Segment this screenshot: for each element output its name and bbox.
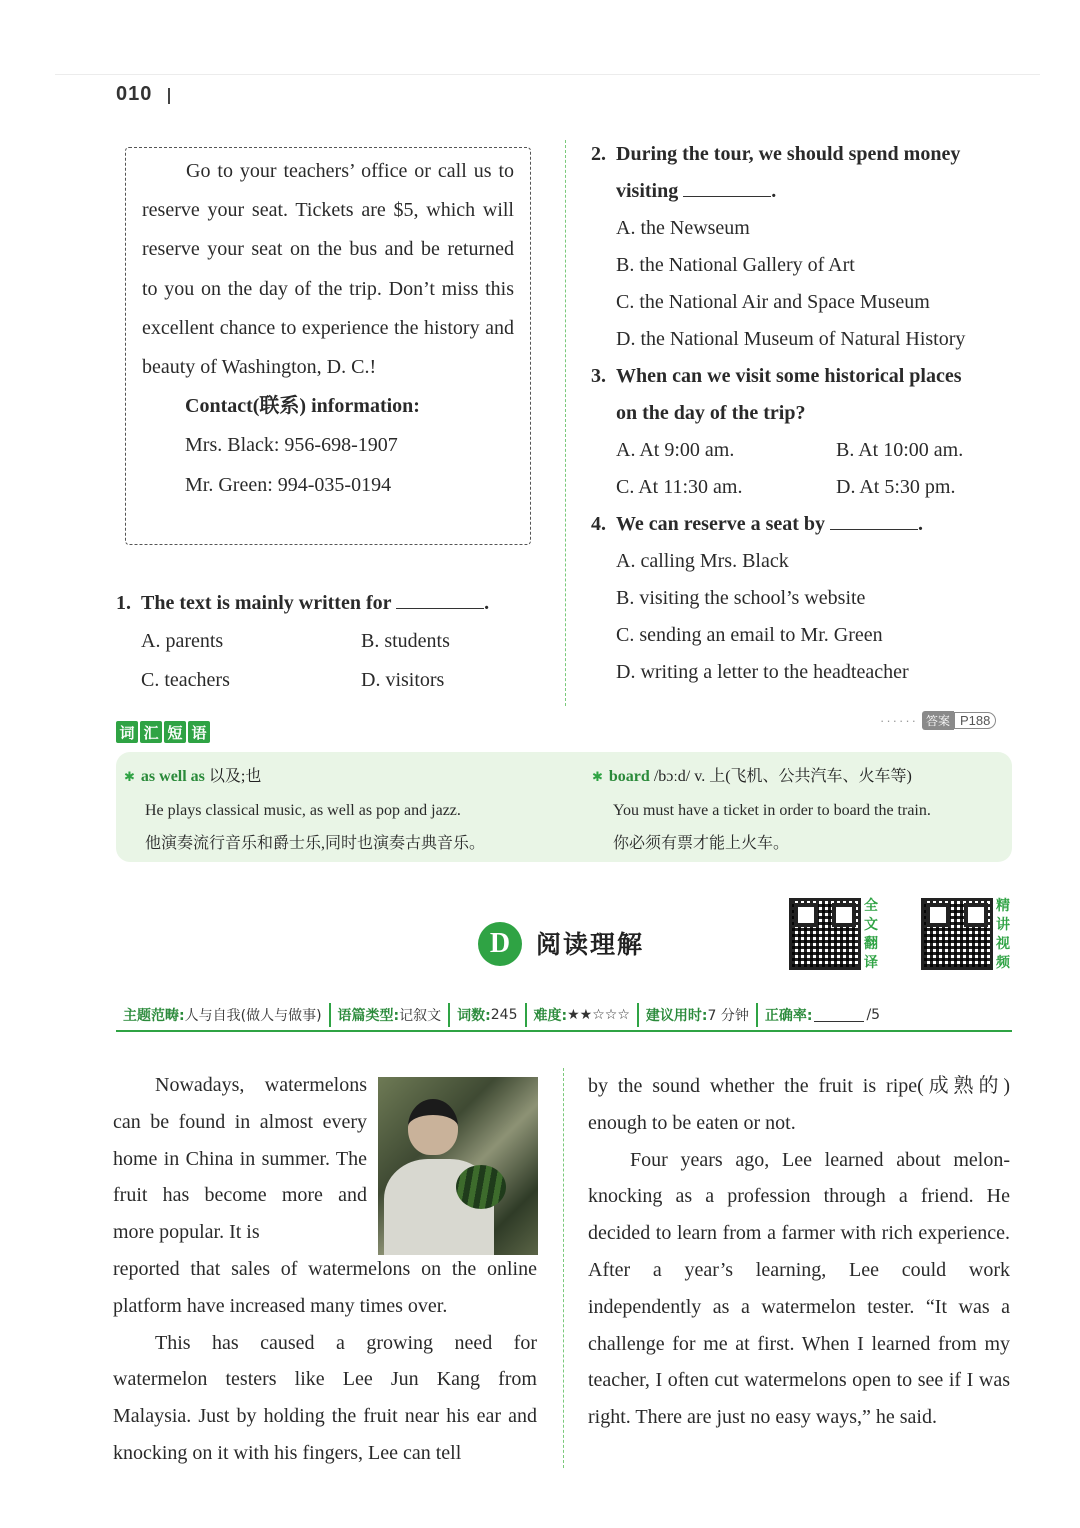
question-stem: 4. We can reserve a seat by . xyxy=(591,513,924,535)
qr-label-video: 精 讲 视 频 xyxy=(996,898,1010,971)
option-c[interactable]: C. sending an email to Mr. Green xyxy=(616,624,883,646)
header-divider xyxy=(168,88,170,104)
answer-reference[interactable] xyxy=(880,711,996,730)
option-b[interactable]: B. the National Gallery of Art xyxy=(616,254,855,276)
passage-p2-cont: by the sound whether the fruit is ripe(成熟的) enough to be eaten or not. xyxy=(588,1075,1010,1134)
meta-difficulty: 难度: ★★☆☆☆ xyxy=(527,1003,639,1027)
question-stem: 1. The text is mainly written for . xyxy=(116,592,490,614)
answer-blank[interactable] xyxy=(683,179,771,197)
passage-col-right xyxy=(588,1068,1010,1436)
contact-block xyxy=(142,387,514,505)
meta-accuracy: 正确率: /5 xyxy=(764,1007,881,1024)
contact-title: Contact(联系) information: xyxy=(185,395,420,418)
meta-word-count: 词数: 245 xyxy=(450,1003,526,1027)
passage-p3: Four years ago, Lee learned about melon-knocking as a profession through a friend. He decided to learn from a farmer with rich experience. After a year’s learning, Lee could work independently as a watermelon tester. “It was a challenge for me at first. When I learned from my teacher, I often cut watermelons open to see if I was right. There are just no easy ways,” he said. xyxy=(588,1148,1010,1429)
section-d-badge: D xyxy=(478,922,522,966)
option-d[interactable]: D. visitors xyxy=(361,669,445,691)
vocab-term: as well as xyxy=(140,768,205,785)
question-stem-cont: visiting . xyxy=(616,180,777,202)
header-rule xyxy=(55,74,1040,75)
vocab-section-tag: 词 汇 短 语 xyxy=(116,721,210,743)
contact-mr-green: Mr. Green: 994-035-0194 xyxy=(185,473,392,496)
vocab-meaning: 以及;也 xyxy=(208,768,262,785)
qr-label-translation: 全 文 翻 译 xyxy=(864,898,878,971)
example-zh: 你必须有票才能上火车。 xyxy=(613,835,790,852)
answer-blank[interactable] xyxy=(396,591,484,609)
option-d[interactable]: D. the National Museum of Natural History xyxy=(616,328,966,350)
vocab-meaning: /bɔːd/ v. 上(飞机、公共汽车、火车等) xyxy=(653,768,912,785)
option-d[interactable]: D. At 5:30 pm. xyxy=(836,476,956,498)
page-number: 010 xyxy=(116,83,153,105)
option-a[interactable]: A. At 9:00 am. xyxy=(616,439,735,461)
passage-p1-rest: reported that sales of watermelons on the online platform have increased many times over. xyxy=(113,1258,537,1317)
example-en: He plays classical music, as well as pop and jazz. xyxy=(145,802,461,819)
option-a[interactable]: A. parents xyxy=(141,630,224,652)
question-3 xyxy=(591,358,1016,506)
passage-col-left xyxy=(113,1251,537,1472)
leader-dots: ······ xyxy=(880,713,918,728)
answer-page: P188 xyxy=(954,712,996,729)
vocab-entry-as-well-as xyxy=(124,760,564,860)
meta-genre: 语篇类型: 记叙文 xyxy=(331,1003,451,1027)
option-b[interactable]: B. visiting the school’s website xyxy=(616,587,866,609)
notice-text xyxy=(142,152,514,505)
passage-meta-bar xyxy=(116,1000,1012,1032)
meta-suggested-time: 建议用时: 7 分钟 xyxy=(639,1003,758,1027)
bullet-icon: ✱ xyxy=(592,770,603,785)
answer-label: 答案 xyxy=(922,711,954,730)
contact-mrs-black: Mrs. Black: 956-698-1907 xyxy=(185,434,398,457)
example-en: You must have a ticket in order to board the train. xyxy=(613,802,931,819)
column-divider xyxy=(563,1068,564,1468)
option-a[interactable]: A. the Newseum xyxy=(616,217,750,239)
bullet-icon: ✱ xyxy=(124,770,135,785)
passage-p2: This has caused a growing need for watermelon testers like Lee Jun Kang from Malaysia. Just by holding the fruit near his ear and knocking on it with his fingers, Lee can tell xyxy=(113,1331,537,1464)
qr-code-video[interactable] xyxy=(921,898,993,970)
option-c[interactable]: C. teachers xyxy=(141,669,230,691)
question-stem: 3. When can we visit some historical places xyxy=(591,365,962,387)
option-a[interactable]: A. calling Mrs. Black xyxy=(616,550,789,572)
option-b[interactable]: B. students xyxy=(361,630,450,652)
answer-blank[interactable] xyxy=(830,512,918,530)
question-stem: 2. During the tour, we should spend money xyxy=(591,143,961,165)
example-zh: 他演奏流行音乐和爵士乐,同时也演奏古典音乐。 xyxy=(145,835,486,852)
qr-code-translation[interactable] xyxy=(789,898,861,970)
passage-p1-left: Nowadays, watermelons can be found in almost every home in China in summer. The fruit has become more and more popular. It is xyxy=(113,1074,367,1244)
option-b[interactable]: B. At 10:00 am. xyxy=(836,439,964,461)
question-2 xyxy=(591,136,1016,358)
notice-paragraph: Go to your teachers’ office or call us to reserve your seat. Tickets are $5, which will reserve your seat on the bus and be returned to you on the day of the trip. Don’t miss this excellent chance to experience the history and beauty of Washington, D. C.! xyxy=(142,160,514,379)
question-stem-cont: on the day of the trip? xyxy=(616,402,806,424)
question-4 xyxy=(591,506,1016,691)
photo-watermelon-tester xyxy=(378,1077,538,1255)
section-title: 阅读理解 xyxy=(536,930,645,959)
option-d[interactable]: D. writing a letter to the headteacher xyxy=(616,661,909,683)
accuracy-blank[interactable] xyxy=(814,1008,864,1022)
option-c[interactable]: C. the National Air and Space Museum xyxy=(616,291,930,313)
vocab-entry-board xyxy=(592,760,1007,860)
meta-topic: 主题范畴: 人与自我(做人与做事) xyxy=(116,1003,331,1027)
question-1 xyxy=(116,585,546,700)
vocab-term: board xyxy=(608,768,650,785)
option-c[interactable]: C. At 11:30 am. xyxy=(616,476,743,498)
